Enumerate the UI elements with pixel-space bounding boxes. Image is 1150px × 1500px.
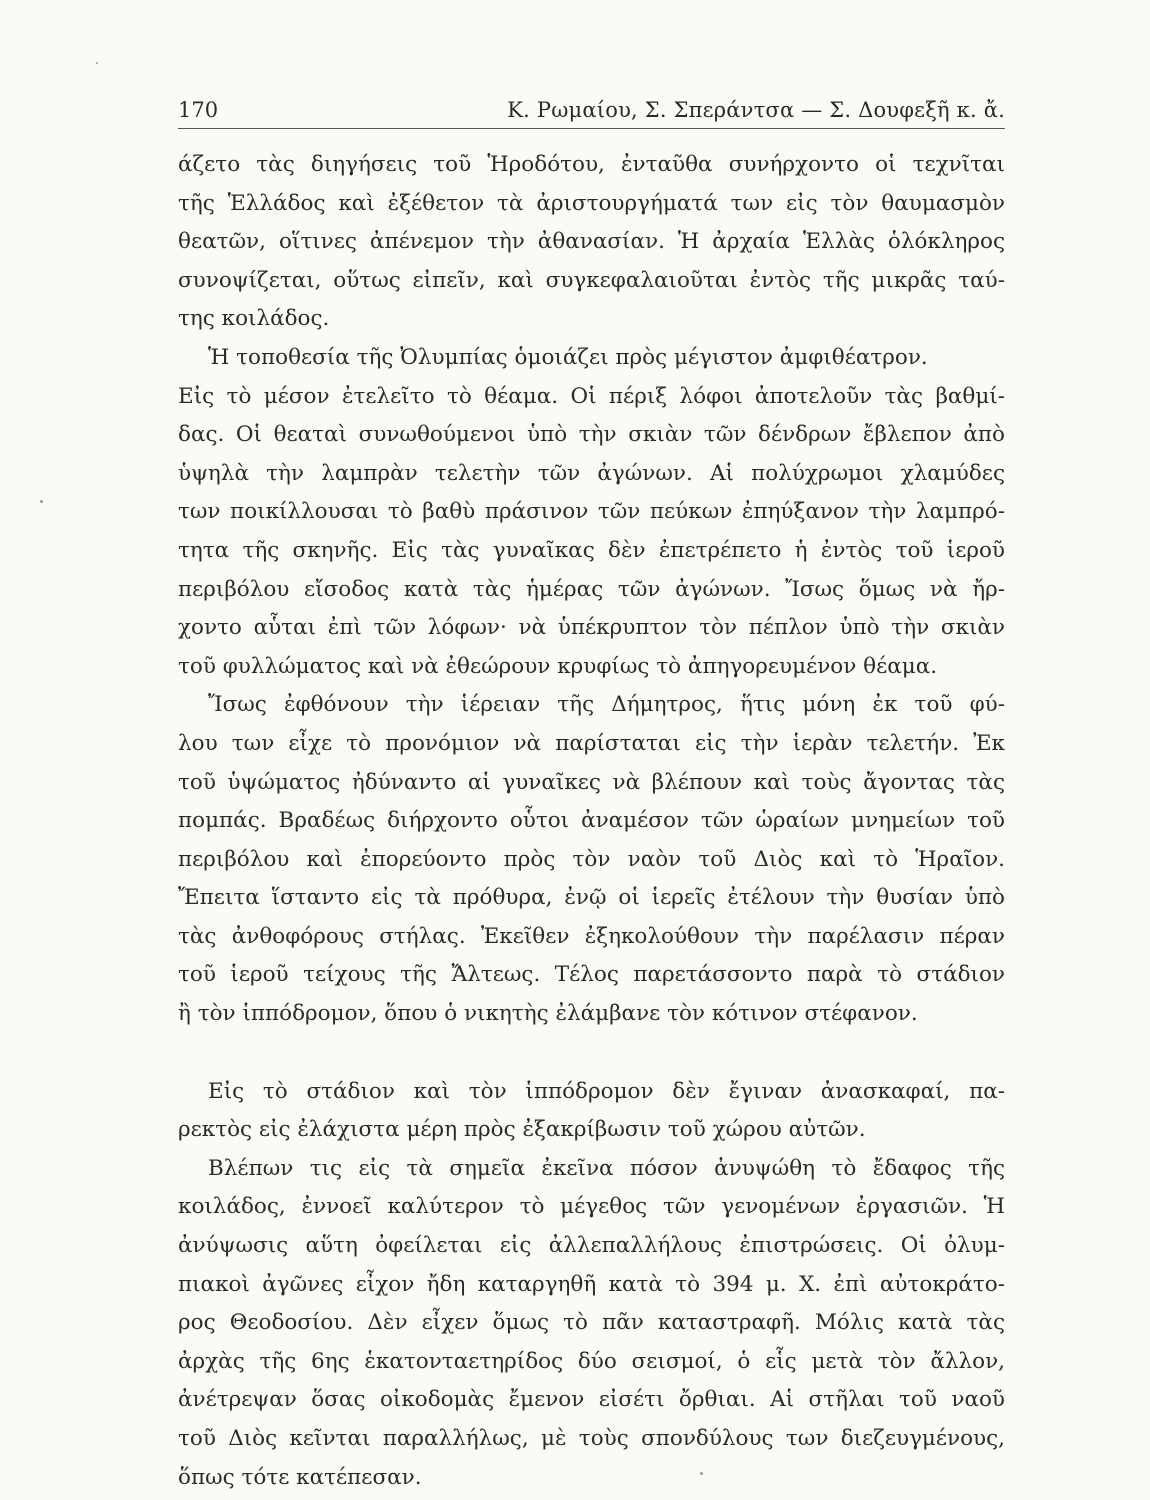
text-line: τῆς Ἑλλάδος καὶ ἐξέθετον τὰ ἀριστουργήματά των εἰς τὸν θαυμασμὸν — [178, 190, 1005, 216]
paper-speck — [96, 62, 98, 64]
text-line: ἀρχὰς τῆς 6ης ἑκατονταετηρίδος δύο σεισμοί, ὁ εἷς μετὰ τὸν ἄλλον, — [178, 1348, 1005, 1374]
paragraph — [178, 1150, 1005, 1497]
text-line: δας. Οἱ θεαταὶ συνωθούμενοι ὑπὸ τὴν σκιὰν τῶν δένδρων ἔβλεπον ἀπὸ — [178, 422, 1005, 448]
paragraph — [178, 339, 1005, 686]
page-body — [178, 146, 1005, 1497]
text-line: Βλέπων τις εἰς τὰ σημεῖα ἐκεῖνα πόσον ἀνυψώθη τὸ ἔδαφος τῆς — [208, 1155, 1005, 1181]
text-line: ὅπως τότε κατέπεσαν. — [178, 1464, 422, 1490]
text-line: Ἴσως ἐφθόνουν τὴν ἱέρειαν τῆς Δήμητρος, ἥτις μόνη ἐκ τοῦ φύ- — [208, 692, 1005, 718]
paper-speck — [40, 500, 43, 503]
text-line: της κοιλάδος. — [178, 306, 330, 332]
text-line: ἢ τὸν ἱππόδρομον, ὅπου ὁ νικητὴς ἐλάμβανε τὸν κότινον στέφανον. — [178, 1001, 918, 1027]
text-line: τητα τῆς σκηνῆς. Εἰς τὰς γυναῖκας δὲν ἐπετρέπετο ἡ ἐντὸς τοῦ ἱεροῦ — [178, 537, 1005, 563]
paragraph — [178, 686, 1005, 1033]
text-line: χοντο αὗται ἐπὶ τῶν λόφων· νὰ ὑπέκρυπτον τὸν πέπλον ὑπὸ τὴν σκιὰν — [178, 615, 1005, 641]
text-line: ρεκτὸς εἰς ἐλάχιστα μέρη πρὸς ἐξακρίβωσιν τοῦ χώρου αὐτῶν. — [178, 1117, 866, 1143]
text-line: λου των εἶχε τὸ προνόμιον νὰ παρίσταται εἰς τὴν ἱερὰν τελετήν. Ἐκ — [178, 730, 1005, 756]
text-line: τοῦ Διὸς κεῖνται παραλλήλως, μὲ τοὺς σπονδύλους των διεζευγμένους, — [178, 1426, 1005, 1451]
paragraph — [178, 1073, 1005, 1150]
text-line: Εἰς τὸ μέσον ἐτελεῖτο τὸ θέαμα. Οἱ πέριξ λόφοι ἀποτελοῦν τὰς βαθμί- — [178, 383, 1005, 409]
text-line: των ποικίλλουσαι τὸ βαθὺ πράσινον τῶν πεύκων ἐπηύξανον τὴν λαμπρό- — [178, 499, 1005, 525]
text-line: Ἔπειτα ἵσταντο εἰς τὰ πρόθυρα, ἐνῷ οἱ ἱερεῖς ἐτέλουν τὴν θυσίαν ὑπὸ — [178, 885, 1005, 911]
section-gap — [178, 1034, 1005, 1073]
text-line: Εἰς τὸ στάδιον καὶ τὸν ἱππόδρομον δὲν ἔγιναν ἀνασκαφαί, πα- — [208, 1078, 1005, 1104]
text-line: συνοψίζεται, οὕτως εἰπεῖν, καὶ συγκεφαλαιοῦται ἐντὸς τῆς μικρᾶς ταύ- — [178, 267, 1005, 293]
text-line: τὰς ἀνθοφόρους στήλας. Ἐκεῖθεν ἐξηκολούθουν τὴν παρέλασιν πέραν — [178, 923, 1005, 949]
text-line: πομπάς. Βραδέως διήρχοντο οὗτοι ἀναμέσον τῶν ὡραίων μνημείων τοῦ — [178, 808, 1005, 834]
paper-speck — [700, 1472, 703, 1475]
text-line: ρος Θεοδοσίου. Δὲν εἶχεν ὅμως τὸ πᾶν καταστραφῆ. Μόλις κατὰ τὰς — [178, 1310, 1005, 1336]
text-line: τοῦ ἱεροῦ τείχους τῆς Ἄλτεως. Τέλος παρετάσσοντο παρὰ τὸ στάδιον — [178, 962, 1005, 988]
text-line: ἀνύψωσις αὕτη ὀφείλεται εἰς ἀλλεπαλλήλους ἐπιστρώσεις. Οἱ ὀλυμ- — [178, 1233, 1005, 1259]
page-header — [178, 92, 1005, 129]
text-line: τοῦ φυλλώματος καὶ νὰ ἐθεώρουν κρυφίως τὸ ἀπηγορευμένον θέαμα. — [178, 653, 938, 679]
text-line: περιβόλου εἴσοδος κατὰ τὰς ἡμέρας τῶν ἀγώνων. Ἴσως ὅμως νὰ ἤρ- — [178, 576, 1005, 602]
text-line: τοῦ ὑψώματος ἠδύναντο αἱ γυναῖκες νὰ βλέπουν καὶ τοὺς ἄγοντας τὰς — [178, 769, 1005, 795]
text-line: πιακοὶ ἀγῶνες εἶχον ἤδη καταργηθῆ κατὰ τὸ 394 μ. Χ. ἐπὶ αὐτοκράτο- — [178, 1271, 1005, 1297]
text-line: Ἡ τοποθεσία τῆς Ὀλυμπίας ὁμοιάζει πρὸς μέγιστον ἀμφιθέατρον. — [208, 344, 928, 370]
text-line: θεατῶν, οἵτινες ἀπένεμον τὴν ἀθανασίαν. Ἡ ἀρχαία Ἑλλὰς ὁλόκληρος — [178, 229, 1005, 255]
page-number: 170 — [178, 98, 219, 122]
text-line: άζετο τὰς διηγήσεις τοῦ Ἡροδότου, ἐνταῦθα συνήρχοντο οἱ τεχνῖται — [178, 152, 1005, 177]
running-head: Κ. Ρωμαίου, Σ. Σπεράντσα — Σ. Δουφεξῆ κ. ἄ. — [507, 98, 1005, 122]
text-line: ἀνέτρεψαν ὅσας οἰκοδομὰς ἔμενον εἰσέτι ὄρθιαι. Αἱ στῆλαι τοῦ ναοῦ — [178, 1387, 1005, 1413]
text-line: περιβόλου καὶ ἐπορεύοντο πρὸς τὸν ναὸν τοῦ Διὸς καὶ τὸ Ἡραῖον. — [178, 846, 1005, 872]
text-line: ὑψηλὰ τὴν λαμπρὰν τελετὴν τῶν ἀγώνων. Αἱ πολύχρωμοι χλαμύδες — [178, 460, 1005, 486]
paragraph — [178, 146, 1005, 339]
text-line: κοιλάδος, ἐννοεῖ καλύτερον τὸ μέγεθος τῶν γενομένων ἐργασιῶν. Ἡ — [178, 1194, 1005, 1220]
